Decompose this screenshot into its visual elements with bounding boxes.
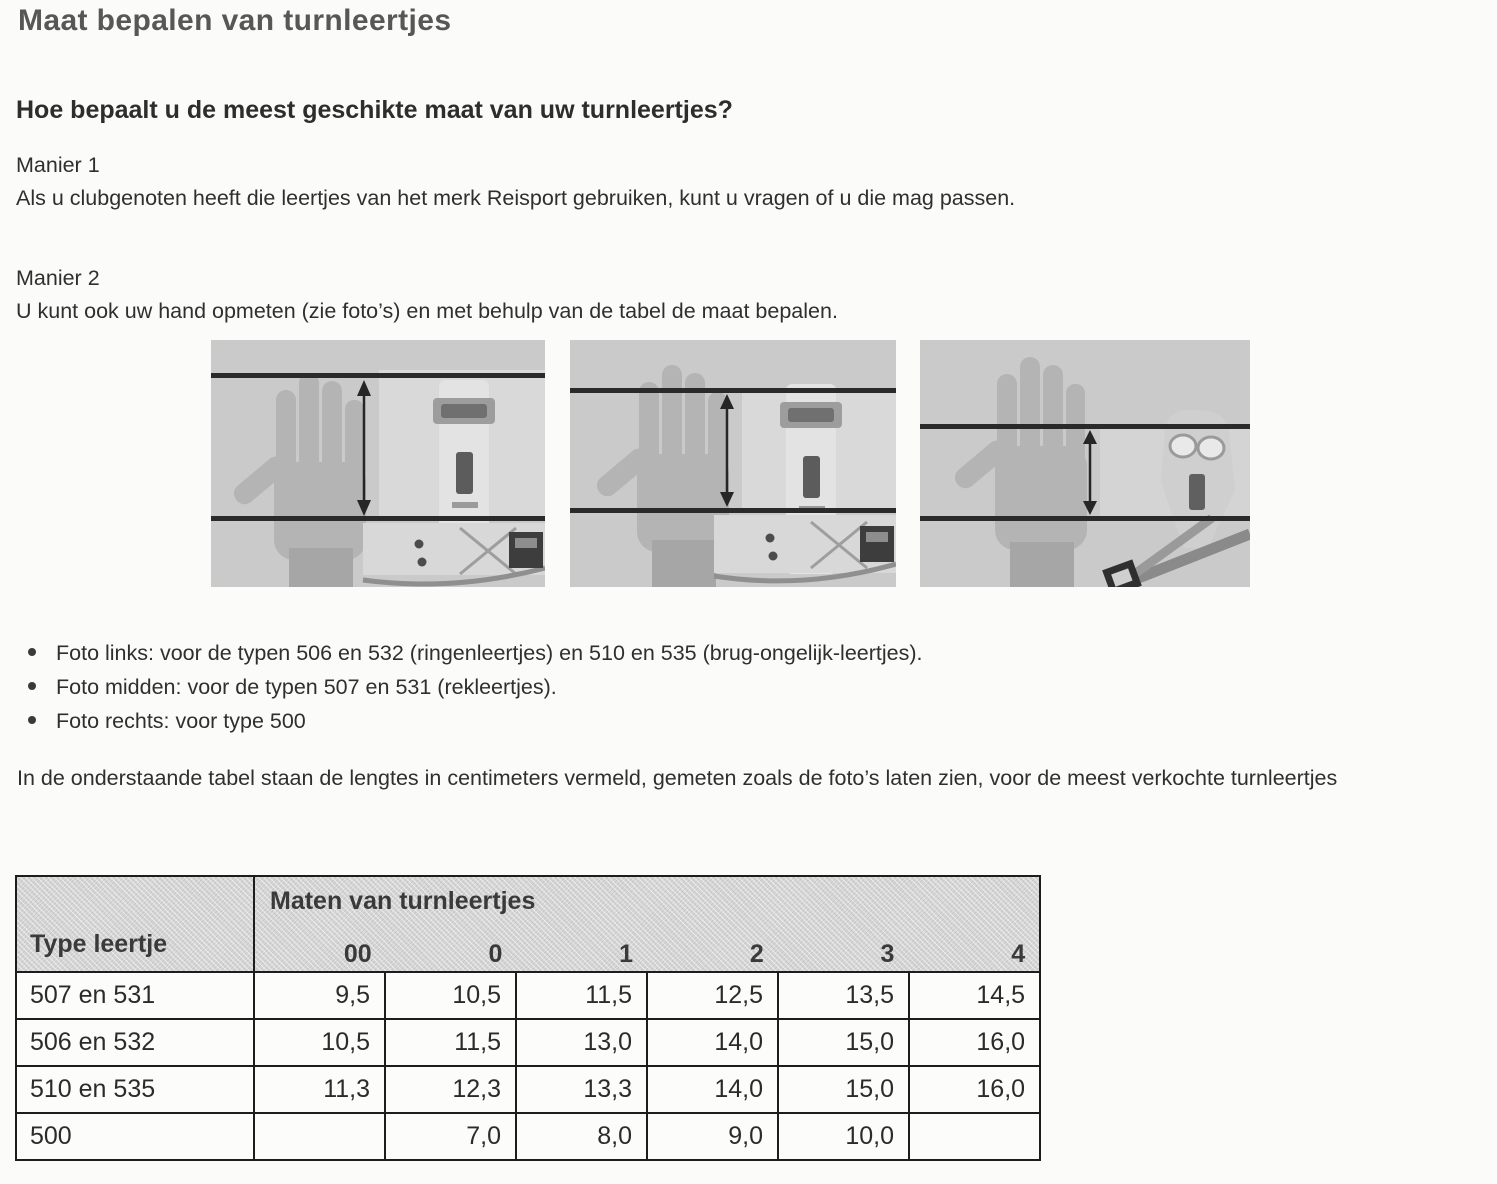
- logo-patch: [509, 532, 543, 568]
- method-1-heading: Manier 1: [16, 153, 100, 177]
- method-2-heading: Manier 2: [16, 266, 100, 290]
- bullet-icon: [28, 716, 36, 724]
- type-cell: 510 en 535: [16, 1066, 254, 1113]
- size-label-4: 4: [1011, 940, 1026, 968]
- size-label-0: 0: [488, 940, 503, 968]
- size-value-cell: 15,0: [778, 1066, 909, 1113]
- measurement-photo-middle: [570, 340, 896, 587]
- size-label-3: 3: [880, 940, 895, 968]
- legend-item-right: [16, 709, 922, 733]
- table-intro-text: In de onderstaande tabel staan de lengtes in centimeters vermeld, gemeten zoals de foto’s laten zien, voor de meest verkochte turnleertjes: [17, 766, 1338, 790]
- size-label-00: 00: [343, 940, 372, 968]
- size-value-cell: 7,0: [385, 1113, 516, 1160]
- table-row-510-535: [16, 1066, 1040, 1113]
- size-value-cell: 16,0: [909, 1066, 1040, 1113]
- size-table: [15, 875, 1041, 1161]
- type-cell: 507 en 531: [16, 972, 254, 1019]
- measurement-photos-row: [211, 340, 1250, 587]
- method-2-text: U kunt ook uw hand opmeten (zie foto’s) en met behulp van de tabel de maat bepalen.: [16, 299, 838, 323]
- size-value-cell: 9,5: [254, 972, 385, 1019]
- type-column-header: Type leertje: [16, 876, 254, 972]
- measurement-photo-right: [920, 340, 1250, 587]
- size-value-cell: 11,3: [254, 1066, 385, 1113]
- size-value-cell: 10,0: [778, 1113, 909, 1160]
- size-value-cell: [254, 1113, 385, 1160]
- document-subtitle: Hoe bepaalt u de meest geschikte maat van uw turnleertjes?: [16, 96, 733, 124]
- sizes-group-header: [254, 876, 1040, 972]
- size-value-cell: 14,0: [647, 1066, 778, 1113]
- legend-text: Foto links: voor de typen 506 en 532 (ringenleertjes) en 510 en 535 (brug-ongelijk-leertjes).: [56, 641, 923, 665]
- document-title: Maat bepalen van turnleertjes: [18, 4, 452, 37]
- method-1-text: Als u clubgenoten heeft die leertjes van het merk Reisport gebruiken, kunt u vragen of u die mag passen.: [16, 186, 1016, 210]
- wrist-band: [714, 515, 896, 581]
- size-labels-row: [255, 940, 1039, 969]
- type-cell: 506 en 532: [16, 1019, 254, 1066]
- size-value-cell: 12,3: [385, 1066, 516, 1113]
- measure-line-bottom: [920, 516, 1250, 521]
- size-value-cell: 13,0: [516, 1019, 647, 1066]
- size-value-cell: 10,5: [254, 1019, 385, 1066]
- method-1-section: [16, 149, 1015, 215]
- size-label-2: 2: [749, 940, 764, 968]
- legend-text: Foto rechts: voor type 500: [56, 709, 306, 733]
- legend-text: Foto midden: voor de typen 507 en 531 (rekleertjes).: [56, 675, 557, 699]
- size-value-cell: 14,5: [909, 972, 1040, 1019]
- table-row-507-531: [16, 972, 1040, 1019]
- logo-patch: [1189, 474, 1205, 510]
- size-value-cell: 15,0: [778, 1019, 909, 1066]
- sizes-group-title: Maten van turnleertjes: [270, 887, 536, 915]
- size-value-cell: 13,3: [516, 1066, 647, 1113]
- measure-line-top: [211, 373, 545, 378]
- size-value-cell: 11,5: [385, 1019, 516, 1066]
- size-value-cell: 11,5: [516, 972, 647, 1019]
- size-value-cell: [909, 1113, 1040, 1160]
- size-value-cell: 8,0: [516, 1113, 647, 1160]
- size-value-cell: 14,0: [647, 1019, 778, 1066]
- size-value-cell: 12,5: [647, 972, 778, 1019]
- size-value-cell: 13,5: [778, 972, 909, 1019]
- bullet-icon: [28, 648, 36, 656]
- bullet-icon: [28, 682, 36, 690]
- measure-line-bottom: [211, 516, 545, 521]
- table-row-506-532: [16, 1019, 1040, 1066]
- measure-line-top: [570, 388, 896, 393]
- wrist-band: [363, 523, 545, 584]
- legend-item-left: [16, 641, 922, 665]
- method-2-section: [16, 262, 838, 328]
- table-row-500: [16, 1113, 1040, 1160]
- logo-patch: [860, 526, 894, 562]
- legend-item-middle: [16, 675, 922, 699]
- measure-line-top: [920, 424, 1250, 429]
- photo-legend-list: [16, 641, 922, 743]
- type-cell: 500: [16, 1113, 254, 1160]
- measure-line-bottom: [570, 508, 896, 513]
- size-value-cell: 9,0: [647, 1113, 778, 1160]
- size-value-cell: 10,5: [385, 972, 516, 1019]
- size-value-cell: 16,0: [909, 1019, 1040, 1066]
- measurement-photo-left: [211, 340, 545, 587]
- size-label-1: 1: [619, 940, 634, 968]
- table-header-row: [16, 876, 1040, 972]
